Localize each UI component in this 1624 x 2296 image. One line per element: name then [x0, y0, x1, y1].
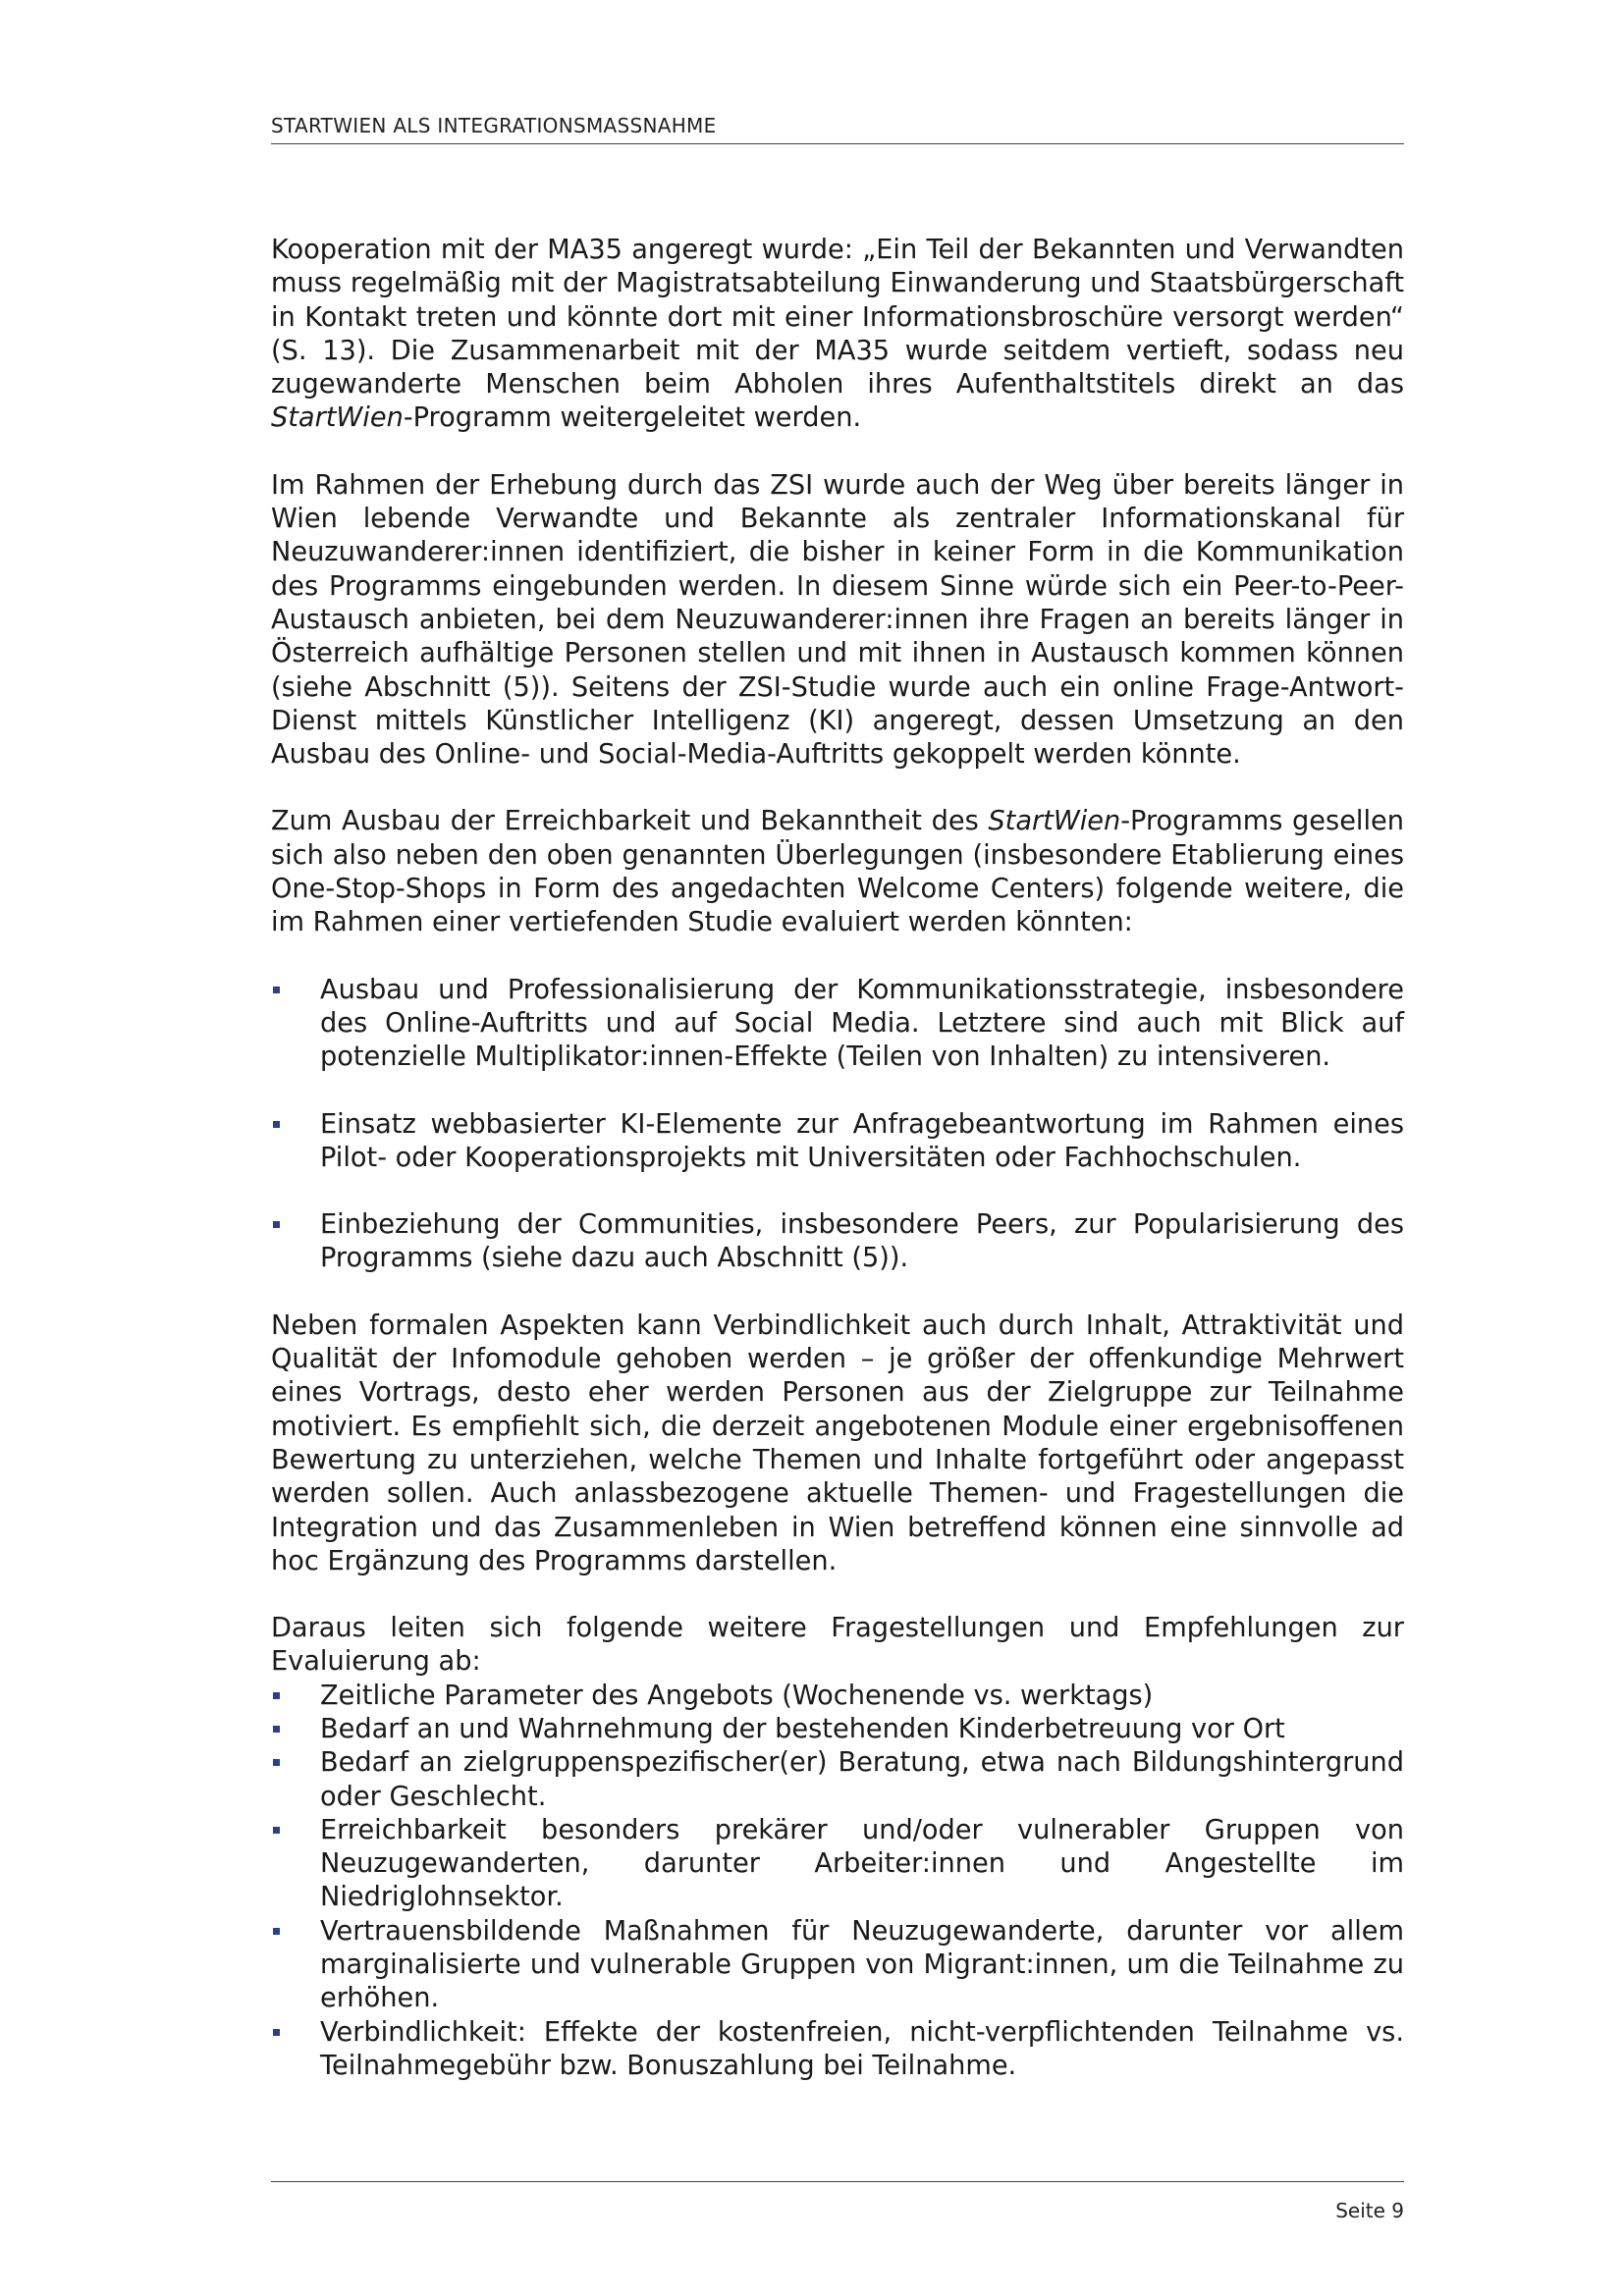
list-item: [271, 1713, 1404, 1746]
list-item-text: Vertrauensbildende Maßnahmen für Neuzugewanderte, darunter vor allem marginalisierte und vulnerable Gruppen von Migrant:innen, um die Teilnahme zu erhöhen.: [320, 1915, 1404, 2014]
list-item-text: Ausbau und Professionalisierung der Kommunikationsstrategie, insbesondere des Online-Auftritts und auf Social Media. Letztere sind auch mit Blick auf potenzielle Multiplikator:innen-Effekte (Teilen von Inhalten) zu intensiveren.: [320, 974, 1404, 1073]
square-bullet-icon: [273, 1121, 280, 1128]
square-bullet-icon: [273, 987, 280, 993]
list-item-text: Bedarf an und Wahrnehmung der bestehenden Kinderbetreuung vor Ort: [320, 1713, 1285, 1744]
list-item-text: Zeitliche Parameter des Angebots (Wochenende vs. werktags): [320, 1680, 1154, 1711]
list-item: [271, 1108, 1404, 1176]
square-bullet-icon: [273, 2029, 280, 2036]
header-divider: [271, 143, 1404, 144]
page-body: [271, 234, 1404, 2083]
paragraph-ma35-cooperation: [271, 234, 1404, 436]
list-item: [271, 1814, 1404, 1915]
square-bullet-icon: [273, 1759, 280, 1766]
paragraph-content-quality: Neben formalen Aspekten kann Verbindlichkeit auch durch Inhalt, Attraktivität und Qualität der Infomodule gehoben werden – je größer der offenkundige Mehrwert eines Vortrags, desto eher werden Personen aus der Zielgruppe zur Teilnahme motiviert. Es empfiehlt sich, die derzeit angebotenen Module einer ergebnisoffenen Bewertung zu unterziehen, welche Themen und Inhalte fortgeführt oder angepasst werden sollen. Auch anlassbezogene aktuelle Themen- und Fragestellungen die Integration und das Zusammenleben in Wien betreffend können eine sinnvolle ad hoc Ergänzung des Programms darstellen.: [271, 1309, 1404, 1576]
square-bullet-icon: [273, 1692, 280, 1699]
square-bullet-icon: [273, 1928, 280, 1935]
list-item-text: Einsatz webbasierter KI-Elemente zur Anfragebeantwortung im Rahmen eines Pilot- oder Kooperationsprojekts mit Universitäten oder Fachhochschulen.: [320, 1108, 1404, 1173]
list-item: [271, 2016, 1404, 2084]
square-bullet-icon: [273, 1827, 280, 1834]
list-item: [271, 974, 1404, 1075]
italic-program-name: StartWien: [271, 402, 404, 434]
paragraph-text: Zum Ausbau der Erreichbarkeit und Bekanntheit des: [271, 806, 989, 837]
running-header: STARTWIEN ALS INTEGRATIONSMASSNAHME: [271, 114, 717, 137]
bullet-list-evaluation: [271, 1680, 1404, 2084]
bullet-list-measures: [271, 974, 1404, 1276]
paragraph-text-end: -Programms gesellen sich also neben den oben genannten Überlegungen (insbesondere Etablierung eines One-Stop-Shops in Form des angedachten Welcome Centers) folgende weitere, die im Rahmen einer vertiefenden Studie evaluiert werden könnten:: [271, 806, 1404, 938]
paragraph-text-end: -Programm weitergeleitet werden.: [403, 402, 862, 434]
list-item: [271, 1208, 1404, 1276]
italic-program-name: StartWien: [988, 806, 1121, 837]
list-item-text: Einbeziehung der Communities, insbesondere Peers, zur Popularisierung des Programms (siehe dazu auch Abschnitt (5)).: [320, 1209, 1404, 1274]
paragraph-reachability: [271, 805, 1404, 939]
paragraph-evaluation-intro: Daraus leiten sich folgende weitere Fragestellungen und Empfehlungen zur Evaluierung ab:: [271, 1613, 1404, 1678]
list-item: [271, 1915, 1404, 2016]
list-item: [271, 1746, 1404, 1814]
square-bullet-icon: [273, 1726, 280, 1733]
paragraph-zsi-survey: Im Rahmen der Erhebung durch das ZSI wurde auch der Weg über bereits länger in Wien lebende Verwandte und Bekannte als zentraler Informationskanal für Neuzuwanderer:innen identifiziert, die bisher in keiner Form in die Kommunikation des Programms eingebunden werden. In diesem Sinne würde sich ein Peer-to-Peer-Austausch anbieten, bei dem Neuzuwanderer:innen ihre Fragen an bereits länger in Österreich aufhältige Personen stellen und mit ihnen in Austausch kommen können (siehe Abschnitt (5)). Seitens der ZSI-Studie wurde auch ein online Frage-Antwort-Dienst mittels Künstlicher Intelligenz (KI) angeregt, dessen Umsetzung an den Ausbau des Online- und Social-Media-Auftritts gekoppelt werden könnte.: [271, 469, 1404, 771]
list-item-text: Verbindlichkeit: Effekte der kostenfreien, nicht-verpflichtenden Teilnahme vs. Teilnahmegebühr bzw. Bonuszahlung bei Teilnahme.: [320, 2016, 1404, 2081]
list-item-text: Erreichbarkeit besonders prekärer und/oder vulnerabler Gruppen von Neuzugewanderten, darunter Arbeiter:innen und Angestellte im Niedriglohnsektor.: [320, 1814, 1404, 1913]
list-item-text: Bedarf an zielgruppenspezifischer(er) Beratung, etwa nach Bildungshintergrund oder Geschlecht.: [320, 1747, 1404, 1812]
square-bullet-icon: [273, 1221, 280, 1228]
page-number: Seite 9: [1335, 2199, 1404, 2222]
footer-divider: [271, 2181, 1404, 2182]
paragraph-text: Kooperation mit der MA35 angeregt wurde: „Ein Teil der Bekannten und Verwandten muss regelmäßig mit der Magistratsabteilung Einwanderung und Staatsbürgerschaft in Kontakt treten und könnte dort mit einer Informationsbroschüre versorgt werden“ (S. 13). Die Zusammenarbeit mit der MA35 wurde seitdem vertieft, sodass neu zugewanderte Menschen beim Abholen ihres Aufenthaltstitels direkt an das: [271, 235, 1404, 400]
list-item: [271, 1680, 1404, 1713]
